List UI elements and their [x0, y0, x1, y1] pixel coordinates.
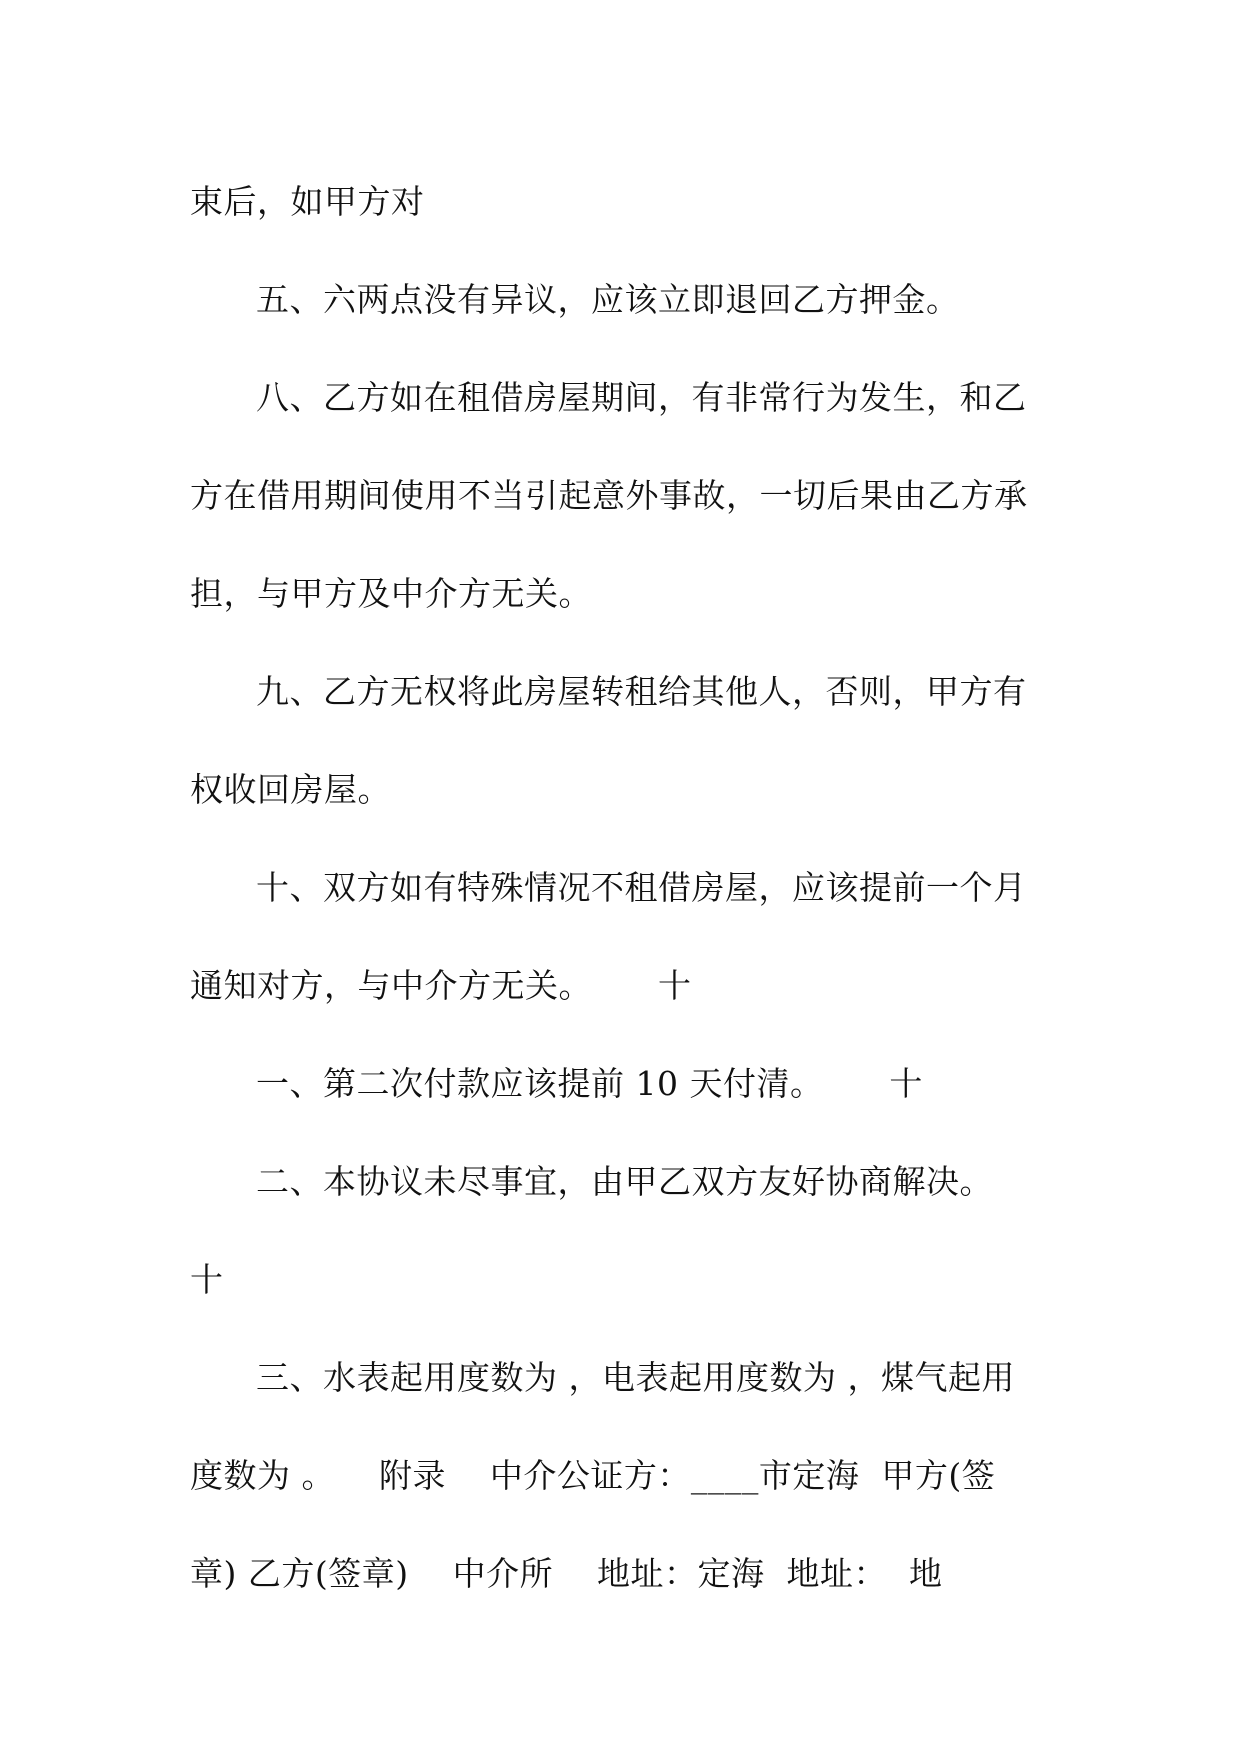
text-line: 通知对方，与中介方无关。 十	[190, 966, 692, 1005]
text-line: 方在借用期间使用不当引起意外事故，一切后果由乙方承	[190, 476, 1028, 515]
text-line: 度数为 。 附录 中介公证方：____市定海 甲方(签	[190, 1456, 996, 1495]
text-line: 束后，如甲方对	[190, 182, 425, 221]
text-line: 一、第二次付款应该提前 10 天付清。 十	[256, 1064, 923, 1103]
text-line: 九、乙方无权将此房屋转租给其他人，否则，甲方有	[256, 672, 1027, 711]
text-line: 二、本协议未尽事宜，由甲乙双方友好协商解决。	[256, 1162, 993, 1201]
text-line: 担，与甲方及中介方无关。	[190, 574, 592, 613]
text-line: 章) 乙方(签章) 中介所 地址：定海 地址： 地	[190, 1554, 943, 1593]
text-line: 权收回房屋。	[190, 770, 391, 809]
text-line: 十、双方如有特殊情况不租借房屋，应该提前一个月	[256, 868, 1027, 907]
text-line: 五、六两点没有异议，应该立即退回乙方押金。	[256, 280, 960, 319]
text-line: 八、乙方如在租借房屋期间，有非常行为发生，和乙	[256, 378, 1027, 417]
text-line: 十	[190, 1260, 224, 1299]
text-line: 三、水表起用度数为 ，电表起用度数为 ，煤气起用	[256, 1358, 1015, 1397]
